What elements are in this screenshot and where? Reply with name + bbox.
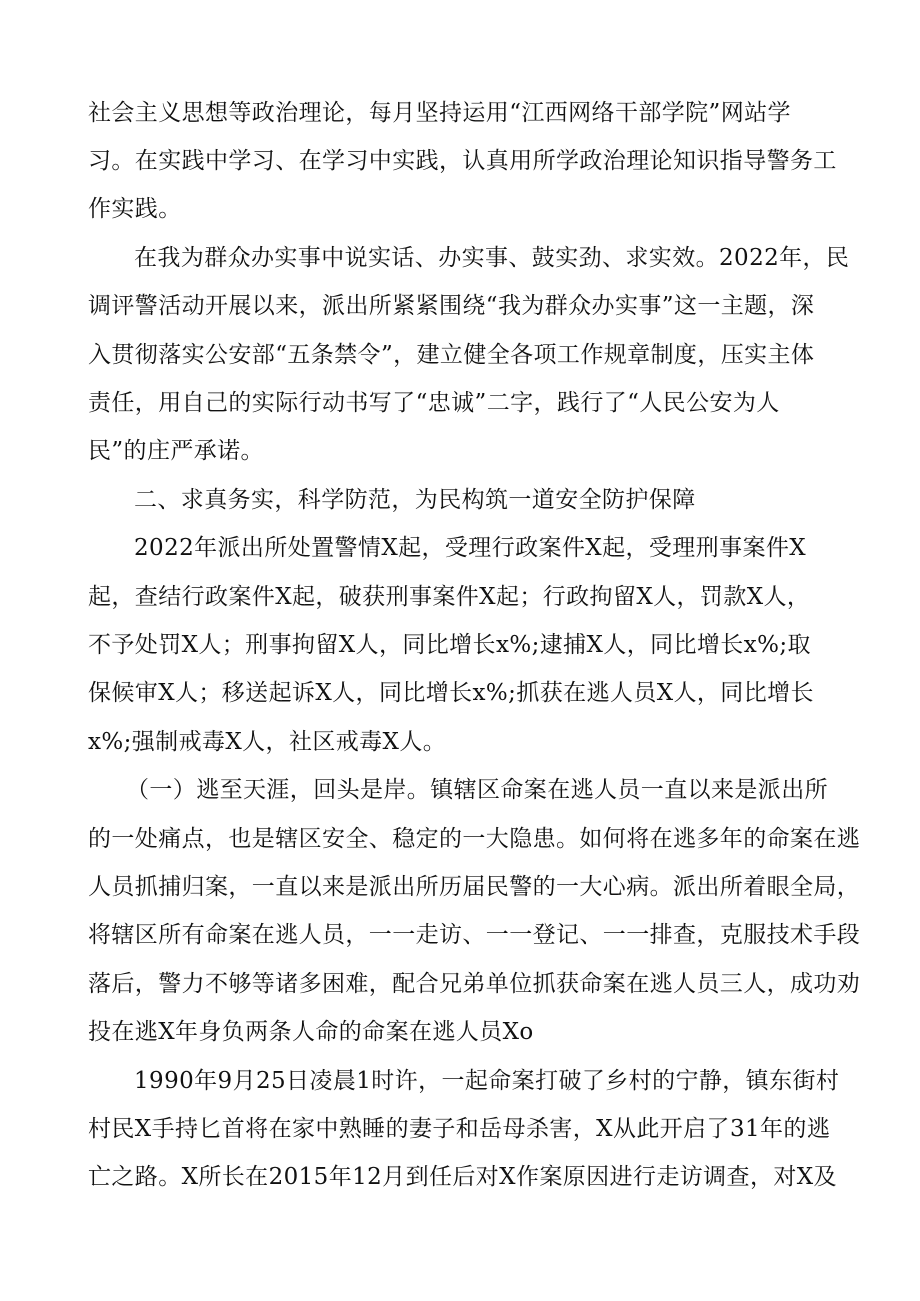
text-line: x%;强制戒毒X人，社区戒毒X人。 bbox=[88, 729, 447, 755]
text-line: 不予处罚X人；刑事拘留X人，同比增长x%;逮捕X人，同比增长x%;取 bbox=[88, 632, 811, 658]
text-line: 调评警活动开展以来，派出所紧紧围绕“我为群众办实事”这一主题，深 bbox=[88, 293, 815, 319]
text-line: 亡之路。X所长在2015年12月到任后对X作案原因进行走访调查，对X及 bbox=[88, 1164, 837, 1190]
subsection-heading: （一）逃至天涯，回头是岸。镇辖区命案在逃人员一直以来是派出所 bbox=[126, 777, 828, 803]
text-line: 民”的庄严承诺。 bbox=[88, 438, 264, 464]
text-line: 2022年派出所处置警情X起，受理行政案件X起，受理刑事案件X bbox=[134, 535, 807, 561]
text-line: 将辖区所有命案在逃人员，一一走访、一一登记、一一排查，克服技术手段 bbox=[88, 922, 861, 948]
text-line: 投在逃X年身负两条人命的命案在逃人员Xo bbox=[88, 1019, 534, 1045]
text-line: 起，查结行政案件X起，破获刑事案件X起；行政拘留X人，罚款X人， bbox=[88, 584, 811, 610]
text-line: 的一处痛点，也是辖区安全、稳定的一大隐患。如何将在逃多年的命案在逃 bbox=[88, 826, 861, 852]
text-line: 1990年9月25日凌晨1时许，一起命案打破了乡村的宁静，镇东街村 bbox=[134, 1068, 840, 1094]
text-line: 习。在实践中学习、在学习中实践，认真用所学政治理论知识指导警务工 bbox=[88, 148, 837, 174]
text-line: 作实践。 bbox=[88, 196, 182, 222]
text-line: 保候审X人；移送起诉X人，同比增长x%;抓获在逃人员X人，同比增长 bbox=[88, 680, 814, 706]
section-heading: 二、求真务实，科学防范，为民构筑一道安全防护保障 bbox=[134, 487, 696, 513]
text-line: 村民X手持匕首将在家中熟睡的妻子和岳母杀害，X从此开启了31年的逃 bbox=[88, 1116, 831, 1142]
text-line: 在我为群众办实事中说实话、办实事、鼓实劲、求实效。2022年，民 bbox=[134, 245, 850, 271]
text-line: 社会主义思想等政治理论，每月坚持运用“江西网络干部学院”网站学 bbox=[88, 100, 791, 126]
text-line: 人员抓捕归案，一直以来是派出所历届民警的一大心病。派出所着眼全局， bbox=[88, 874, 861, 900]
text-line: 责任，用自己的实际行动书写了“忠诚”二字，践行了“人民公安为人 bbox=[88, 390, 780, 416]
text-line: 落后，警力不够等诸多困难，配合兄弟单位抓获命案在逃人员三人，成功劝 bbox=[88, 971, 861, 997]
text-line: 入贯彻落实公安部“五条禁令”，建立健全各项工作规章制度，压实主体 bbox=[88, 342, 815, 368]
